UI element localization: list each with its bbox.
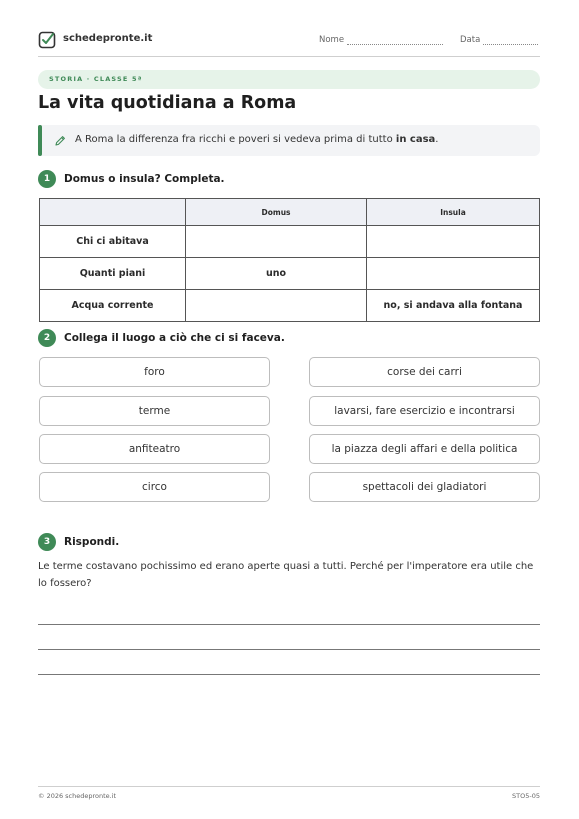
- name-field[interactable]: [319, 35, 443, 45]
- match-left-item[interactable]: terme: [39, 396, 270, 426]
- section-number: 3: [38, 533, 56, 551]
- match-right-item[interactable]: spettacoli dei gladiatori: [309, 472, 540, 502]
- row-label: Chi ci abitava: [40, 226, 186, 258]
- section-title: Collega il luogo a ciò che ci si faceva.: [64, 332, 285, 344]
- section-number: 1: [38, 170, 56, 188]
- subject-tag-text: STORIA · CLASSE 5ª: [49, 75, 143, 83]
- page-title: La vita quotidiana a Roma: [38, 93, 297, 113]
- page-header: [38, 30, 540, 57]
- sheet-code: STO5-05: [512, 792, 540, 800]
- answer-cell[interactable]: [367, 226, 540, 258]
- intro-text: A Roma la differenza fra ricchi e poveri si vedeva prima di tutto in casa.: [75, 134, 439, 145]
- section-title: Rispondi.: [64, 536, 120, 548]
- table-row: [40, 258, 540, 290]
- answer-cell[interactable]: [186, 290, 367, 322]
- callout-accent-bar: [38, 125, 42, 156]
- table-header-cell: [40, 199, 186, 226]
- section-number: 2: [38, 329, 56, 347]
- match-right-item[interactable]: lavarsi, fare esercizio e incontrarsi: [309, 396, 540, 426]
- date-label: Data: [460, 35, 481, 45]
- section-title: Domus o insula? Completa.: [64, 173, 225, 185]
- question-text: Le terme costavano pochissimo ed erano aperte quasi a tutti. Perché per l'imperatore era utile che lo fossero?: [38, 561, 534, 589]
- match-right-item[interactable]: la piazza degli affari e della politica: [309, 434, 540, 464]
- row-label: Quanti piani: [40, 258, 186, 290]
- intro-callout: [38, 125, 540, 156]
- match-right-item[interactable]: corse dei carri: [309, 357, 540, 387]
- match-left-item[interactable]: foro: [39, 357, 270, 387]
- row-label: Acqua corrente: [40, 290, 186, 322]
- match-left-item[interactable]: circo: [39, 472, 270, 502]
- date-field[interactable]: [460, 35, 538, 45]
- table-row: [40, 226, 540, 258]
- table-header-cell: Domus: [186, 199, 367, 226]
- site-name: schedepronte.it: [63, 33, 153, 44]
- subject-tag: [38, 70, 540, 89]
- table-header-cell: Insula: [367, 199, 540, 226]
- answer-line[interactable]: [38, 674, 540, 675]
- worksheet-page: [38, 0, 540, 819]
- match-left-item[interactable]: anfiteatro: [39, 434, 270, 464]
- answer-cell[interactable]: no, si andava alla fontana: [367, 290, 540, 322]
- answer-cell[interactable]: [186, 226, 367, 258]
- copyright: © 2026 schedepronte.it: [38, 792, 117, 800]
- name-label: Nome: [319, 35, 345, 45]
- answer-line[interactable]: [38, 649, 540, 650]
- domus-insula-table: [39, 198, 540, 322]
- table-header-row: [40, 199, 540, 226]
- table-row: [40, 290, 540, 322]
- pencil-icon: [54, 135, 66, 147]
- answer-line[interactable]: [38, 624, 540, 625]
- answer-cell[interactable]: uno: [186, 258, 367, 290]
- answer-cell[interactable]: [367, 258, 540, 290]
- page-footer: [38, 786, 540, 800]
- checkbox-logo-icon: [38, 31, 56, 49]
